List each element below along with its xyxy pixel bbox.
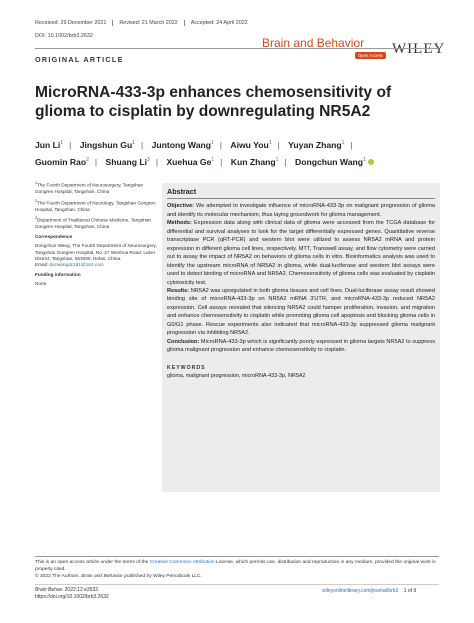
author[interactable]: Aiwu You$^1$: [230, 139, 272, 150]
abstract-results: Results: NR5A2 was upregulated in both glioma tissues and cell lines. Dual-luciferase assay result showed binding site of microRNA-433-3p on NR5A2 mRNA 3′UTR, and microRNA-433-3p reduced NR5A2 expression. Cell assays revealed that silencing NR5A2 could hamper proliferation, invasion, and migration and enhance chemosensitivity to cisplatin while promoting glioma cell apoptosis and blocking glioma cells in G0/G1 phase. Rescue experiments also indicated that microRNA-433-3p suppressed glioma malignant progression via inhibiting NR5A2.: [167, 287, 435, 337]
license-notice: This is an open access article under the terms of the Creative Commons Attribution License, which permits use, distribution and reproduction in any medium, provided the original work is properly cited. © 2022 The Authors. Brain and Behavior published by Wiley Periodicals LLC.: [35, 560, 436, 579]
author[interactable]: Shuang Li$^3$: [105, 156, 150, 167]
abstract-methods: Methods: Expression data along with clinical data of glioma were accessed from the TCGA database for differential and survival analyses to look for the target differentially expressed genes. Quantitative reverse transcriptase PCR (qRT-PCR) and western blot were utilized to assess NR5A2 mRNA and protein expression in different glioma cell lines, respectively. MTT, Transwell assay, and flow cytometry were carried out to assay the impact of NR5A2 on behaviors of glioma cells in vitro. Bioinformatics analysis was used to identify the upstream microRNA of NR5A2 in glioma, while dual-luciferase and western blot assays were used to detect binding of microRNA and NR5A2. Chemosensitivity of glioma cells was evaluated by cisplatin cytotoxicity test.: [167, 220, 435, 286]
author-list: Jun Li$^1$ | Jingshun Gu$^1$ | Juntong Wang$^1$ | Aiwu You$^1$ | Yuyan Zhang$^1$ | Guomin Rao$^2$ | Shuang Li$^3$ | Xuehua Ge$^1$ | Kun Zhang$^1$ | Dongchun Wang$^1$: [35, 136, 439, 170]
correspondence-email-link[interactable]: docwangdc191@163.com: [49, 262, 104, 268]
article-doi[interactable]: DOI: 10.1002/brb3.2632: [35, 33, 93, 39]
abstract-heading: Abstract: [167, 188, 435, 199]
funding-heading: Funding information: [35, 272, 81, 278]
author[interactable]: Juntong Wang$^1$: [151, 139, 214, 150]
abstract-objective: Objective: We attempted to investigate influence of microRNA-433-3p on malignant progression of glioma and identify its molecular mechanism, thus laying groundwork for glioma management.: [167, 203, 435, 218]
license-link[interactable]: Creative Commons Attribution: [149, 560, 215, 565]
correspondence-text: Dongchun Wang, The Fourth Department of Neurosurgery, Tangshan Gongren Hospital, No. 27 Wenhua Road, Lubei District, Tangshan, 063000, Hebei, China. Email: docwangdc191@163.com: [35, 243, 157, 268]
orcid-icon[interactable]: [368, 159, 374, 165]
citation-doi-link[interactable]: https://doi.org/10.1002/brb3.2632: [35, 594, 109, 600]
received-date: Received: 29 December 2021: [35, 20, 107, 26]
article-type: ORIGINAL ARTICLE: [35, 55, 124, 64]
article-title: MicroRNA-433-3p enhances chemosensitivity of glioma to cisplatin by downregulating NR5A2: [35, 84, 392, 120]
open-access-badge: Open Access: [355, 52, 386, 59]
author[interactable]: Kun Zhang$^1$: [230, 156, 279, 167]
date-divider: [184, 20, 185, 26]
date-divider: [112, 20, 113, 26]
journal-site-link[interactable]: wileyonlinelibrary.com/journal/brb3: [322, 588, 399, 594]
funding-text: None.: [35, 281, 48, 287]
author[interactable]: Yuyan Zhang$^1$: [288, 139, 345, 150]
journal-name[interactable]: Brain and Behavior: [262, 36, 365, 50]
author[interactable]: Jun Li$^1$: [35, 139, 64, 150]
abstract-conclusion: Conclusion: MicroRNA-433-3p which is significantly poorly expressed in glioma targets NR5A2 to suppress glioma malignant progression and enhance chemosensitivity to cisplatin.: [167, 338, 435, 354]
article-dates: [35, 20, 248, 26]
accepted-date: Accepted: 24 April 2022: [190, 20, 248, 26]
bottom-divider: [35, 584, 439, 585]
affiliation: $^2$The Fourth Department of Neurology, Tangshan Gongren Hospital, Tangshan, China: [35, 198, 156, 212]
affiliation: $^1$The Fourth Department of Neurosurgery, Tangshan Gongren Hospital, Tangshan, China: [35, 181, 144, 194]
footer-divider: [35, 556, 439, 557]
author-info-column: [35, 180, 157, 290]
citation-info: Brain Behav. 2022;12:e2632. https://doi.org/10.1002/brb3.2632: [35, 587, 109, 600]
abstract-box: [162, 183, 440, 492]
journal-site-info: [322, 588, 416, 594]
keywords-list: glioma, malignant progression, microRNA-433-3p, NR5A2: [167, 373, 306, 380]
page-number: 1 of 9: [403, 588, 417, 594]
keywords-heading: KEYWORDS: [167, 364, 206, 371]
author[interactable]: Xuehua Ge$^1$: [166, 156, 215, 167]
affiliation: $^3$Department of Traditional Chinese Medicine, Tangshan Gongren Hospital, Tangshan, China: [35, 216, 152, 230]
author[interactable]: Jingshun Gu$^1$: [79, 139, 136, 150]
author[interactable]: Guomin Rao$^2$: [35, 156, 89, 167]
revised-date: Revised: 21 March 2022: [119, 20, 178, 26]
correspondence-heading: Correspondence: [35, 234, 73, 240]
author[interactable]: Dongchun Wang$^1$: [295, 153, 374, 170]
header-divider: [35, 48, 439, 49]
publisher-logo[interactable]: WILEY: [392, 41, 446, 57]
